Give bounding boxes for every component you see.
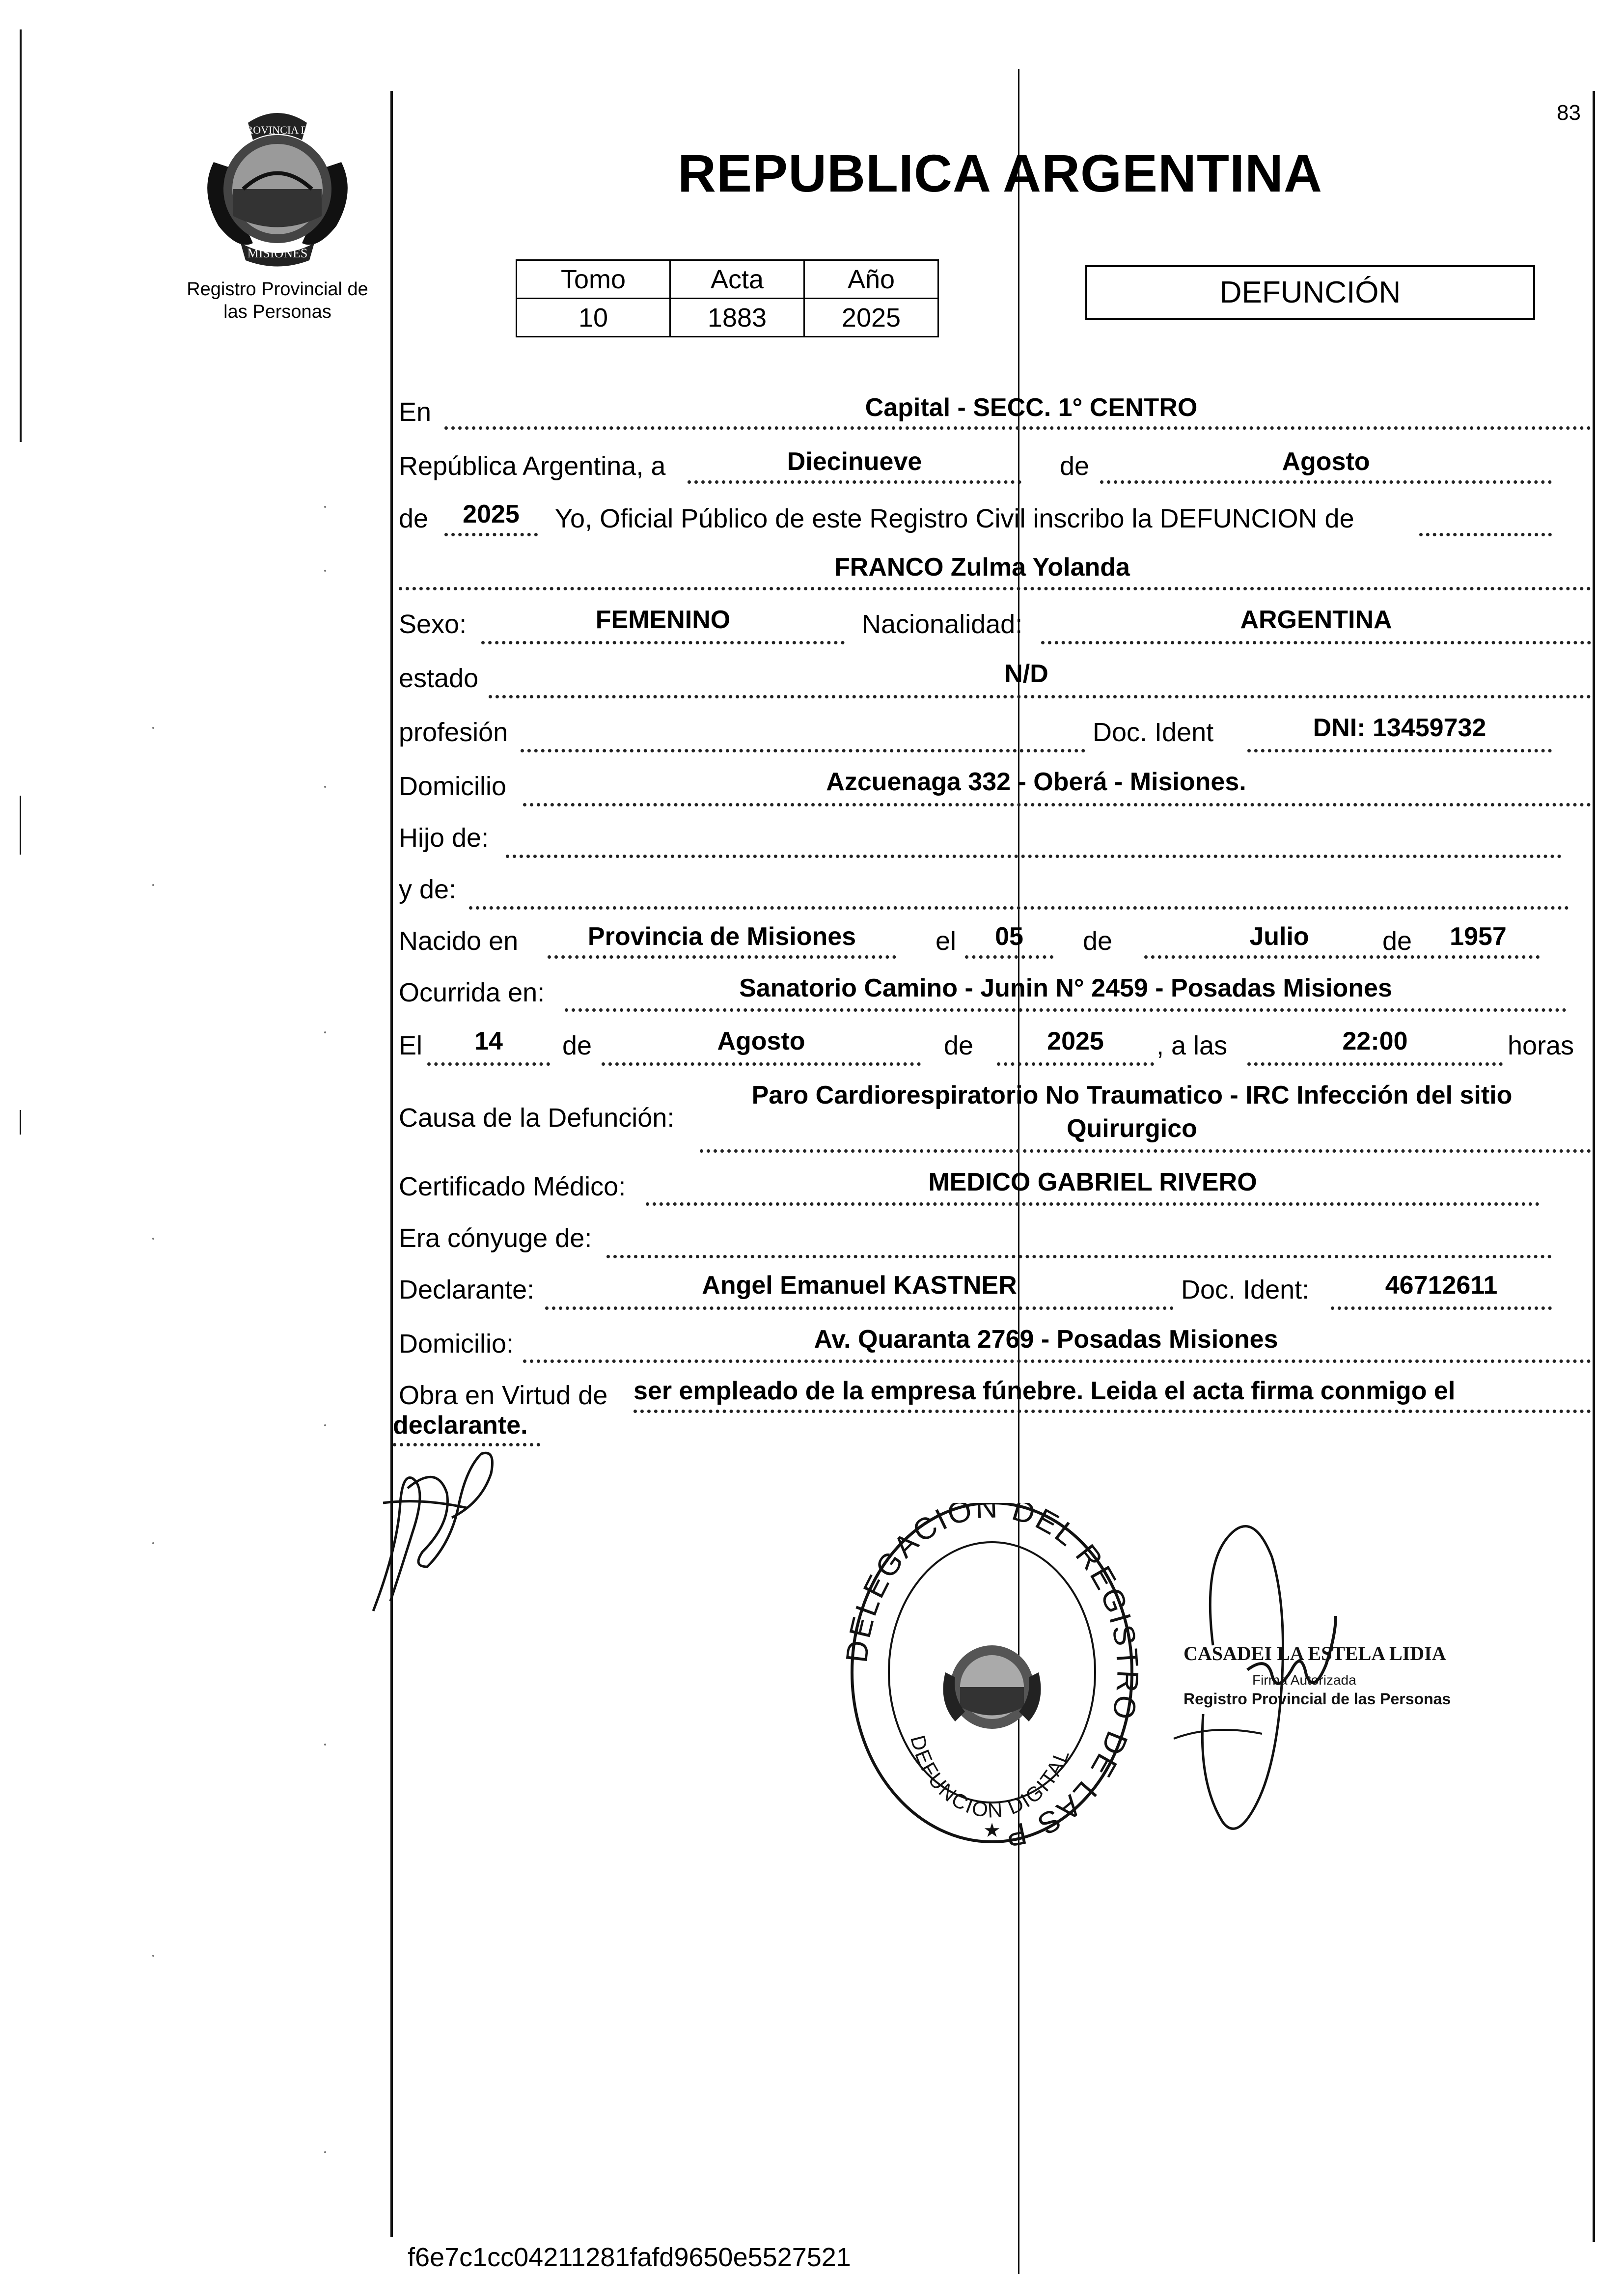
sexo-label: Sexo: (399, 610, 467, 639)
scan-speck (152, 1238, 154, 1240)
doc-underline (1247, 749, 1552, 752)
domicilio-underline (523, 803, 1591, 806)
scan-speck (324, 1424, 326, 1426)
ocurrida-underline (565, 1008, 1567, 1012)
certificado-value: MEDICO GABRIEL RIVERO (928, 1168, 1257, 1196)
nacido-anio-underline (1417, 955, 1540, 959)
day-text: Diecinueve (787, 447, 922, 476)
nacido-dia-underline (965, 955, 1053, 959)
estado-value: N/D (1004, 660, 1048, 688)
stamp-star: ★ (983, 1820, 1001, 1841)
declarante-domicilio-underline (523, 1359, 1591, 1363)
nacido-anio: 1957 (1450, 922, 1507, 951)
tomo-value: 10 (517, 299, 670, 337)
document-hash: f6e7c1cc04211281fafd9650e5527521 (408, 2243, 851, 2272)
estado-label: estado (399, 664, 479, 693)
de-label-4: de (1382, 926, 1412, 956)
registry-label (157, 278, 398, 323)
alas-label: , a las (1156, 1031, 1228, 1060)
nacionalidad-underline (1041, 641, 1591, 644)
logo-text-bottom: MISIONES (247, 246, 308, 260)
tomo-header: Tomo (517, 260, 670, 299)
nacido-lugar-underline (548, 955, 896, 959)
month-underline (1100, 480, 1552, 484)
de-label-5: de (562, 1031, 592, 1060)
logo-text-top: PROVINCIA DE (240, 124, 315, 136)
year-underline (444, 533, 538, 536)
obra-line2: declarante. (393, 1411, 528, 1440)
nacionalidad-label: Nacionalidad: (862, 610, 1023, 639)
scan-speck (324, 506, 326, 508)
en-label: En (399, 397, 432, 427)
fallec-anio-underline (997, 1062, 1154, 1066)
scan-left-edge-tick2 (20, 1110, 21, 1135)
official-institution: Registro Provincial de las Personas (1184, 1690, 1451, 1708)
fallec-mes: Agosto (717, 1027, 805, 1055)
de-label-3: de (1083, 926, 1113, 956)
month-text: Agosto (1282, 447, 1370, 476)
reference-table (516, 259, 939, 337)
oficial-underline (1419, 533, 1552, 536)
record-type-box: DEFUNCIÓN (1085, 265, 1535, 320)
ocurrida-value: Sanatorio Camino - Junin N° 2459 - Posadas Misiones (739, 974, 1392, 1002)
y-de-label: y de: (399, 875, 457, 904)
official-role: Firma Autorizada (1252, 1672, 1356, 1688)
fallec-dia-underline (427, 1062, 550, 1066)
place-underline (444, 426, 1591, 430)
scan-speck (324, 570, 326, 572)
sexo-underline (481, 641, 845, 644)
acta-value: 1883 (670, 299, 804, 337)
y-de-underline (469, 906, 1569, 910)
doc-label-2: Doc. Ident: (1181, 1275, 1310, 1304)
declarante-domicilio: Av. Quaranta 2769 - Posadas Misiones (814, 1325, 1278, 1354)
profesion-label: profesión (399, 718, 508, 747)
domicilio-value: Azcuenaga 332 - Oberá - Misiones. (826, 768, 1246, 796)
obra-label: Obra en Virtud de (399, 1381, 608, 1410)
registry-label-line2: las Personas (223, 302, 331, 322)
republica-label: República Argentina, a (399, 451, 666, 481)
scan-speck (152, 1542, 154, 1544)
reference-header-row (517, 260, 938, 299)
causa-label: Causa de la Defunción: (399, 1103, 675, 1133)
scan-speck (324, 1031, 326, 1033)
doc-label: Doc. Ident (1093, 718, 1214, 747)
scan-left-edge-line (20, 29, 22, 442)
official-name: CASADEI LA ESTELA LIDIA (1184, 1642, 1446, 1664)
nacido-mes: Julio (1249, 922, 1309, 951)
fallec-anio: 2025 (1047, 1027, 1104, 1055)
form-left-border (390, 91, 393, 2237)
conyuge-label: Era cónyuge de: (399, 1223, 592, 1253)
declarante-value: Angel Emanuel KASTNER (702, 1271, 1017, 1300)
scan-speck (324, 2151, 326, 2153)
hijo-label: Hijo de: (399, 823, 489, 853)
nacionalidad-value: ARGENTINA (1240, 606, 1392, 634)
country-title: REPUBLICA ARGENTINA (678, 143, 1322, 203)
fallec-hora-underline (1247, 1062, 1503, 1066)
de-label-6: de (944, 1031, 974, 1060)
profesion-underline (521, 749, 1085, 752)
delegacion-stamp (845, 1503, 1139, 1857)
year-text: 2025 (463, 500, 520, 528)
declarant-signature (354, 1444, 540, 1621)
fallec-mes-underline (602, 1062, 921, 1066)
scan-speck (324, 1744, 326, 1746)
hijo-underline (506, 855, 1562, 858)
nacido-label: Nacido en (399, 926, 519, 956)
el-label-2: El (399, 1031, 423, 1060)
de-label-2: de (399, 504, 429, 533)
scan-speck (324, 786, 326, 788)
scan-speck (152, 1955, 154, 1957)
el-label: el (936, 926, 957, 956)
declarante-underline (545, 1306, 1174, 1310)
certificado-underline (646, 1202, 1540, 1206)
deceased-name: FRANCO Zulma Yolanda (834, 553, 1130, 582)
causa-line2: Quirurgico (1067, 1114, 1197, 1143)
obra-line1: ser empleado de la empresa fúnebre. Leida el acta firma conmigo el (633, 1377, 1456, 1405)
page-number: 83 (1557, 101, 1581, 125)
stamp-ring-text: ELEGACIÓN DEL REGIS O DE LAS P (845, 1503, 1139, 1854)
doc-value: DNI: 13459732 (1313, 714, 1486, 742)
provincia-misiones-emblem (194, 103, 361, 270)
anio-value: 2025 (804, 299, 938, 337)
stamp-inner-text: DEFUNCION DIGITAL (906, 1733, 1074, 1822)
declarante-doc: 46712611 (1385, 1271, 1498, 1300)
form-right-border (1593, 91, 1595, 2242)
domicilio-label: Domicilio (399, 772, 507, 801)
nacido-mes-underline (1144, 955, 1414, 959)
certificado-label: Certificado Médico: (399, 1172, 626, 1201)
ocurrida-label: Ocurrida en: (399, 978, 545, 1007)
scan-left-edge-tick (20, 796, 21, 855)
official-signature-block (1144, 1508, 1513, 1847)
obra-line1-underline (633, 1410, 1591, 1413)
acta-header: Acta (670, 260, 804, 299)
estado-underline (489, 695, 1591, 698)
name-underline (399, 587, 1591, 590)
conyuge-underline (606, 1255, 1552, 1258)
domicilio-label-2: Domicilio: (399, 1329, 514, 1359)
sexo-value: FEMENINO (595, 606, 731, 634)
de-label: de (1060, 451, 1090, 481)
anio-header: Año (804, 260, 938, 299)
fallec-dia: 14 (474, 1027, 503, 1055)
registry-label-line1: Registro Provincial de (187, 279, 368, 300)
reference-value-row (517, 299, 938, 337)
place-value: Capital - SECC. 1° CENTRO (865, 393, 1198, 422)
horas-label: horas (1508, 1031, 1574, 1060)
scan-speck (152, 727, 154, 729)
fallec-hora: 22:00 (1342, 1027, 1408, 1055)
causa-line1: Paro Cardiorespiratorio No Traumatico - IRC Infección del sitio (751, 1081, 1513, 1109)
day-underline (688, 480, 1021, 484)
causa-underline (700, 1149, 1591, 1153)
declarante-label: Declarante: (399, 1275, 535, 1304)
scan-speck (152, 884, 154, 886)
nacido-lugar: Provincia de Misiones (587, 922, 856, 951)
nacido-dia: 05 (995, 922, 1023, 951)
oficial-text: Yo, Oficial Público de este Registro Civil inscribo la DEFUNCION de (555, 504, 1354, 533)
declarante-doc-underline (1331, 1306, 1552, 1310)
